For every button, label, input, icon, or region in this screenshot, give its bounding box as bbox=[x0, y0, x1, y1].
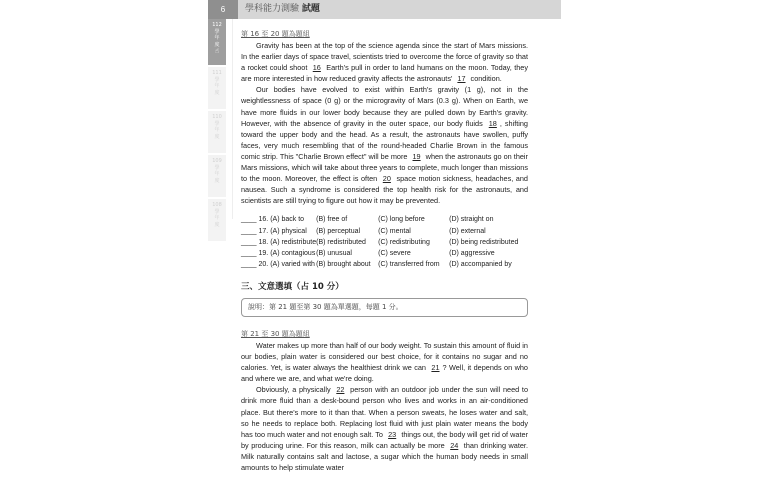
blank-21: 21 bbox=[431, 363, 440, 373]
blank-16: 16 bbox=[312, 63, 321, 73]
section-title: 三、文意選填（占 10 分） bbox=[241, 281, 344, 292]
option-b: (B) perceptual bbox=[316, 227, 361, 235]
option-d: (D) straight on bbox=[449, 216, 494, 224]
passage-text: space motion sickness, headaches, and nausea. Such a syndrome is considered the top health risk for the astronauts, and scientists are still trying to figure out how it may be prevented. bbox=[241, 174, 528, 206]
year-tab-char: 年 bbox=[214, 171, 220, 177]
question-table bbox=[241, 214, 518, 269]
year-tab-char: 度 bbox=[214, 177, 220, 184]
passage-text: Our bodies have evolved to exist within Earth's gravity (1 g), not in the weightlessness of space (0 g) or the microgravity of Mars (0.3 g). When on Earth, we have more fluids in our lower body because they are pulled down by Earth's gravity. However, with the absence of gravity in the outer space, our body fluids bbox=[241, 85, 528, 128]
option-b: (B) free of bbox=[316, 216, 348, 224]
year-tab-char: 年 bbox=[214, 83, 220, 89]
year-tab-char: 學 bbox=[214, 76, 220, 83]
paragraph bbox=[241, 340, 528, 384]
passage-text: person with an outdoor job under the sun will need to drink more fluid than a desk-bound person who lives and works in an air-conditioned place. But there's more to it than that. When a person sweats, he loses water and salt, so he needs to replace both. Replacing lost fluid with just plain water means the body has too much water and not enough salt. To bbox=[241, 385, 529, 439]
year-tab-109[interactable] bbox=[208, 155, 226, 197]
blank-19: 19 bbox=[412, 151, 421, 161]
blank-18: 18 bbox=[488, 118, 497, 128]
header-title-bold: 試題 bbox=[301, 4, 320, 14]
option-c: (C) long before bbox=[378, 216, 425, 224]
passage-text: than drinking water. Milk naturally contains salt and lactose, a sugar which the human body needs in small amounts to help stimulate water bbox=[241, 440, 528, 472]
option-c: (C) severe bbox=[378, 249, 411, 257]
passage-text: ? Well, it depends on who and where we are, and what we're doing. bbox=[241, 363, 528, 384]
passage-text: Water makes up more than half of our body weight. To sustain this amount of fluid in our bodies, plain water is considered our best choice, for it contains no sugar and no calories. Yet, is water always the healthiest drink we can bbox=[241, 340, 528, 373]
pointer-hand-icon: ☝ bbox=[214, 47, 220, 55]
blank-23: 23 bbox=[388, 429, 397, 439]
passage-text: Earth's pull in order to land humans on the moon. Today, they are more interested in how reduced gravity affects the astronauts' bbox=[241, 63, 528, 84]
passage-text: things out, the body will get rid of water by producing urine. For this reason, milk can actually be more bbox=[241, 429, 529, 450]
page-number: 6 bbox=[208, 0, 238, 19]
year-tab-char: 學 bbox=[214, 208, 220, 215]
option-b: (B) redistributed bbox=[316, 238, 366, 246]
year-tab-char: 年 bbox=[214, 35, 220, 41]
passage-1 bbox=[241, 40, 528, 206]
passage-text: Gravity has been at the top of the science agenda since the start of Mars missions. In the earlier days of space travel, scientists tried to overcome the force of gravity so that a rocket could shoot bbox=[241, 41, 528, 73]
year-tab-char: 度 bbox=[214, 221, 220, 228]
exam-page bbox=[208, 0, 561, 480]
option-d: (D) aggressive bbox=[449, 249, 495, 257]
year-tab-char: 學 bbox=[214, 28, 220, 35]
group-heading-2: 第 21 至 30 題為題組 bbox=[241, 329, 310, 338]
option-c: (C) redistributing bbox=[378, 238, 430, 246]
year-tab-char: 年 bbox=[214, 127, 220, 133]
group-heading: 第 16 至 20 題為題組 bbox=[241, 30, 310, 38]
passage-2 bbox=[241, 340, 528, 473]
year-tab-char: 年 bbox=[214, 215, 220, 221]
passage-text: when the astronauts go on their Mars missions, which will take about three years to complete, much longer than missions to the moon. Moreover, the effect is often bbox=[241, 151, 528, 184]
year-tab-year: 110 bbox=[212, 114, 222, 120]
option-a: ____ 17. (A) physical bbox=[241, 227, 307, 235]
year-tab-112[interactable] bbox=[208, 19, 226, 65]
year-tab-char: 度 bbox=[214, 133, 220, 140]
question-row bbox=[241, 214, 518, 225]
question-row bbox=[241, 237, 518, 248]
scrollbar-track[interactable] bbox=[232, 19, 233, 219]
option-c: (C) transferred from bbox=[378, 260, 440, 268]
year-tab-108[interactable] bbox=[208, 199, 226, 241]
year-tab-110[interactable] bbox=[208, 111, 226, 153]
blank-17: 17 bbox=[457, 74, 466, 84]
blank-22: 22 bbox=[336, 385, 345, 395]
year-tab-year: 109 bbox=[212, 158, 222, 164]
option-b: (B) brought about bbox=[316, 260, 371, 268]
running-header bbox=[245, 0, 320, 19]
option-a: ____ 18. (A) redistribute bbox=[241, 238, 317, 246]
instruction-box: 說明：第 21 題至第 30 題為單選題，每題 1 分。 bbox=[241, 298, 528, 317]
option-a: ____ 16. (A) back to bbox=[241, 216, 305, 224]
option-d: (D) accompanied by bbox=[449, 260, 512, 268]
option-c: (C) mental bbox=[378, 227, 411, 235]
year-tab-111[interactable] bbox=[208, 67, 226, 109]
year-tab-year: 112 bbox=[212, 22, 222, 28]
blank-24: 24 bbox=[450, 440, 459, 450]
year-tab-char: 學 bbox=[214, 164, 220, 171]
option-a: ____ 19. (A) contagious bbox=[241, 249, 316, 257]
header-title: 學科能力測驗 bbox=[245, 4, 300, 14]
year-tab-char: 度 bbox=[214, 89, 220, 96]
option-b: (B) unusual bbox=[316, 249, 352, 257]
passage-text: , shifting toward the upper body and the head. As a result, the astronauts have swollen, puffy faces, very much resembling that of the round-headed Charlie Brown in the famous comic strip. This "Charlie Brown effect" will be more bbox=[241, 118, 528, 161]
paragraph bbox=[241, 384, 528, 473]
question-row bbox=[241, 259, 518, 270]
question-row bbox=[241, 226, 518, 237]
page-header-bar bbox=[208, 0, 561, 19]
exam-content bbox=[241, 29, 528, 473]
option-d: (D) external bbox=[449, 227, 486, 235]
year-tab-year: 111 bbox=[212, 70, 222, 76]
passage-text: Obviously, a physically bbox=[256, 385, 334, 395]
question-row bbox=[241, 248, 518, 259]
year-tab-char: 學 bbox=[214, 120, 220, 127]
paragraph bbox=[241, 84, 528, 206]
blank-20: 20 bbox=[382, 174, 391, 184]
option-a: ____ 20. (A) varied with bbox=[241, 260, 315, 268]
year-tab-char: 度 bbox=[214, 41, 220, 48]
option-d: (D) being redistributed bbox=[449, 238, 519, 246]
paragraph bbox=[241, 40, 528, 84]
year-tabs bbox=[208, 19, 226, 243]
year-tab-year: 108 bbox=[212, 202, 222, 208]
passage-text: condition. bbox=[468, 74, 502, 84]
